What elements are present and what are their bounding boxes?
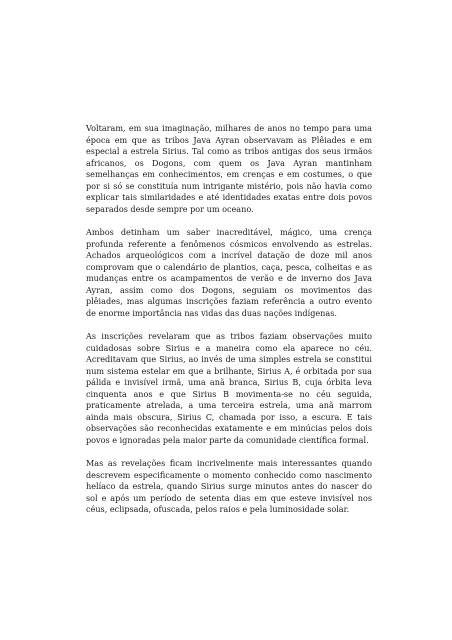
body-text [86, 123, 372, 528]
paragraph-2: Ambos detinham um saber inacreditável, mágico, uma crença profunda referente a fenômenos cósmicos envolvendo as estrelas. Achados arqueológicos com a incrível datação de doze mil anos comprovam que o calendário de plantios, caça, pesca, colheitas e as mudanças entre os acampamentos de verão e de inverno dos Java Ayran, assim como dos Dogons, seguiam os movimentos das plêiades, mas algumas inscrições faziam referência a outro evento de enorme importância nas vidas das duas nações indígenas. [86, 227, 372, 318]
paragraph-4: Mas as revelações ficam incrivelmente mais interessantes quando descrevem especificamente o momento conhecido como nascimento helíaco da estrela, quando Sirius surge minutos antes do nascer do sol e após um período de setenta dias em que esteve invisível nos céus, eclipsada, ofuscada, pelos raios e pela luminosidade solar. [86, 458, 372, 514]
paragraph-3: As inscrições revelaram que as tribos faziam observações muito cuidadosas sobre Sirius e a maneira como ela aparece no céu. Acreditavam que Sirius, ao invés de uma simples estrela se constitui num sistema estelar em que a brilhante, Sirius A, é orbitada por sua pálida e invisível irmã, uma anã branca, Sirius B, cuja órbita leva cinquenta anos e que Sirius B movimenta-se no céu seguida, praticamente atrelada, a uma terceira estrela, uma anã marrom ainda mais obscura, Sirius C, chamada por isso, a escura. E tais observações são reconhecidas exatamente e em minúcias pelos dois povos e ignoradas pela maior parte da comunidade científica formal. [86, 331, 372, 445]
paragraph-1: Voltaram, em sua imaginação, milhares de anos no tempo para uma época em que as tribos Java Ayran observavam as Plêiades e em especial a estrela Sirius. Tal como as tribos antigas dos seus irmãos africanos, os Dogons, com quem os Java Ayran mantinham semelhanças em conhecimentos, em crenças e em costumes, o que por si só se constituía num intrigante mistério, pois não havia como explicar tais similaridades e até identidades exatas entre dois povos separados desde sempre por um oceano. [86, 123, 372, 214]
